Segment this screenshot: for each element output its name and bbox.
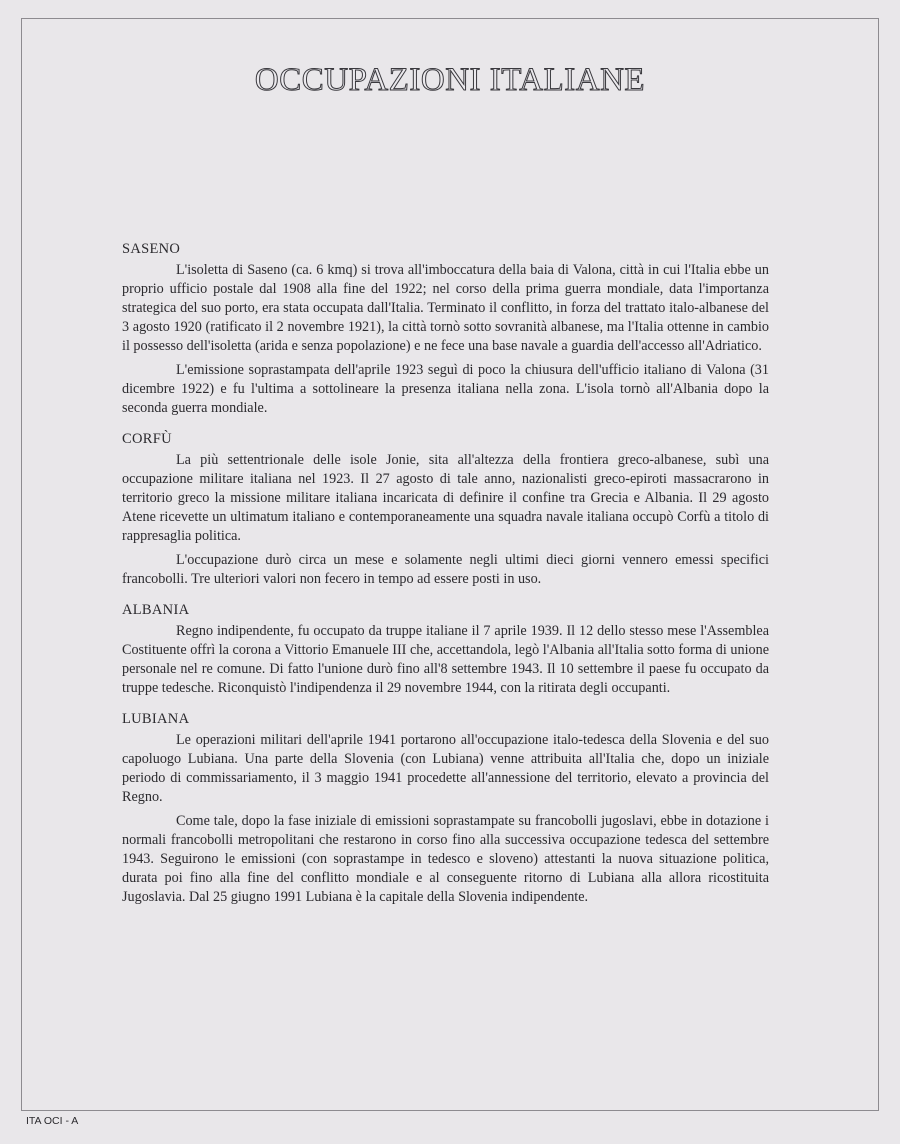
document-body — [122, 240, 769, 919]
page-title: OCCUPAZIONI ITALIANE — [254, 62, 646, 98]
section-albania — [122, 601, 769, 698]
paragraph: Le operazioni militari dell'aprile 1941 portarono all'occupazione italo-tedesca della Slovenia e del suo capoluogo Lubiana. Una parte della Slovenia (con Lubiana) venne attribuita all'Italia che, dopo un iniziale periodo di commissariamento, il 3 maggio 1941 procedette all'annessione del territorio, elevato a provincia del Regno. — [122, 732, 769, 805]
section-lubiana — [122, 710, 769, 907]
paragraph: L'isoletta di Saseno (ca. 6 kmq) si trova all'imboccatura della baia di Valona, città in cui l'Italia ebbe un proprio ufficio postale dal 1908 alla fine del 1922; nel corso della prima guerra mondiale, data l'importanza strategica del suo porto, era stata occupata dall'Italia. Terminato il conflitto, in forza del trattato italo-albanese del 3 agosto 1920 (ratificato il 2 novembre 1921), la città tornò sotto sovranità albanese, ma l'Italia ottenne in cambio il possesso dell'isoletta (arida e senza popolazione) e ne fece una base navale a guardia dell'accesso all'Adriatico. — [122, 262, 769, 354]
section-heading: CORFÙ — [122, 431, 172, 447]
paragraph: L'emissione soprastampata dell'aprile 1923 seguì di poco la chiusura dell'ufficio italiano di Valona (31 dicembre 1922) e fu l'ultima a sottolineare la presenza italiana nella zona. L'isola tornò all'Albania dopo la seconda guerra mondiale. — [122, 362, 769, 416]
paragraph: La più settentrionale delle isole Jonie, sita all'altezza della frontiera greco-albanese, subì una occupazione militare italiana nel 1923. Il 27 agosto di tale anno, nazionalisti greco-epiroti massacrarono in territorio greco la missione militare italiana incaricata di definire il confine tra Grecia e Albania. Il 29 agosto Atene ricevette un ultimatum italiano e contemporaneamente una squadra navale italiana occupò Corfù a titolo di rappresaglia politica. — [122, 452, 769, 544]
paragraph: Regno indipendente, fu occupato da truppe italiane il 7 aprile 1939. Il 12 dello stesso mese l'Assemblea Costituente offrì la corona a Vittorio Emanuele III che, accettandola, legò l'Albania all'Italia sotto forma di unione personale nel re comune. Di fatto l'unione durò fino all'8 settembre 1943. Il 10 settembre il paese fu occupato da truppe tedesche. Riconquistò l'indipendenza il 29 novembre 1944, con la ritirata degli occupanti. — [122, 623, 769, 696]
section-corfu — [122, 430, 769, 589]
paragraph: L'occupazione durò circa un mese e solamente negli ultimi dieci giorni vennero emessi specifici francobolli. Tre ulteriori valori non fecero in tempo ad essere posti in uso. — [122, 552, 769, 587]
section-heading: LUBIANA — [122, 711, 190, 727]
footer-code: ITA OCI - A — [26, 1115, 79, 1127]
paragraph: Come tale, dopo la fase iniziale di emissioni soprastampate su francobolli jugoslavi, ebbe in dotazione i normali francobolli metropolitani che restarono in corso fino alla successiva occupazione tedesca del settembre 1943. Seguirono le emissioni (con soprastampe in tedesco e sloveno) attestanti la nuova situazione politica, durata poi fino alla fine del conflitto mondiale e al conseguente ritorno di Lubiana alla allora ricostituita Jugoslavia. Dal 25 giugno 1991 Lubiana è la capitale della Slovenia indipendente. — [122, 813, 769, 905]
section-heading: ALBANIA — [122, 602, 190, 618]
section-heading: SASENO — [122, 241, 181, 257]
section-saseno — [122, 240, 769, 418]
